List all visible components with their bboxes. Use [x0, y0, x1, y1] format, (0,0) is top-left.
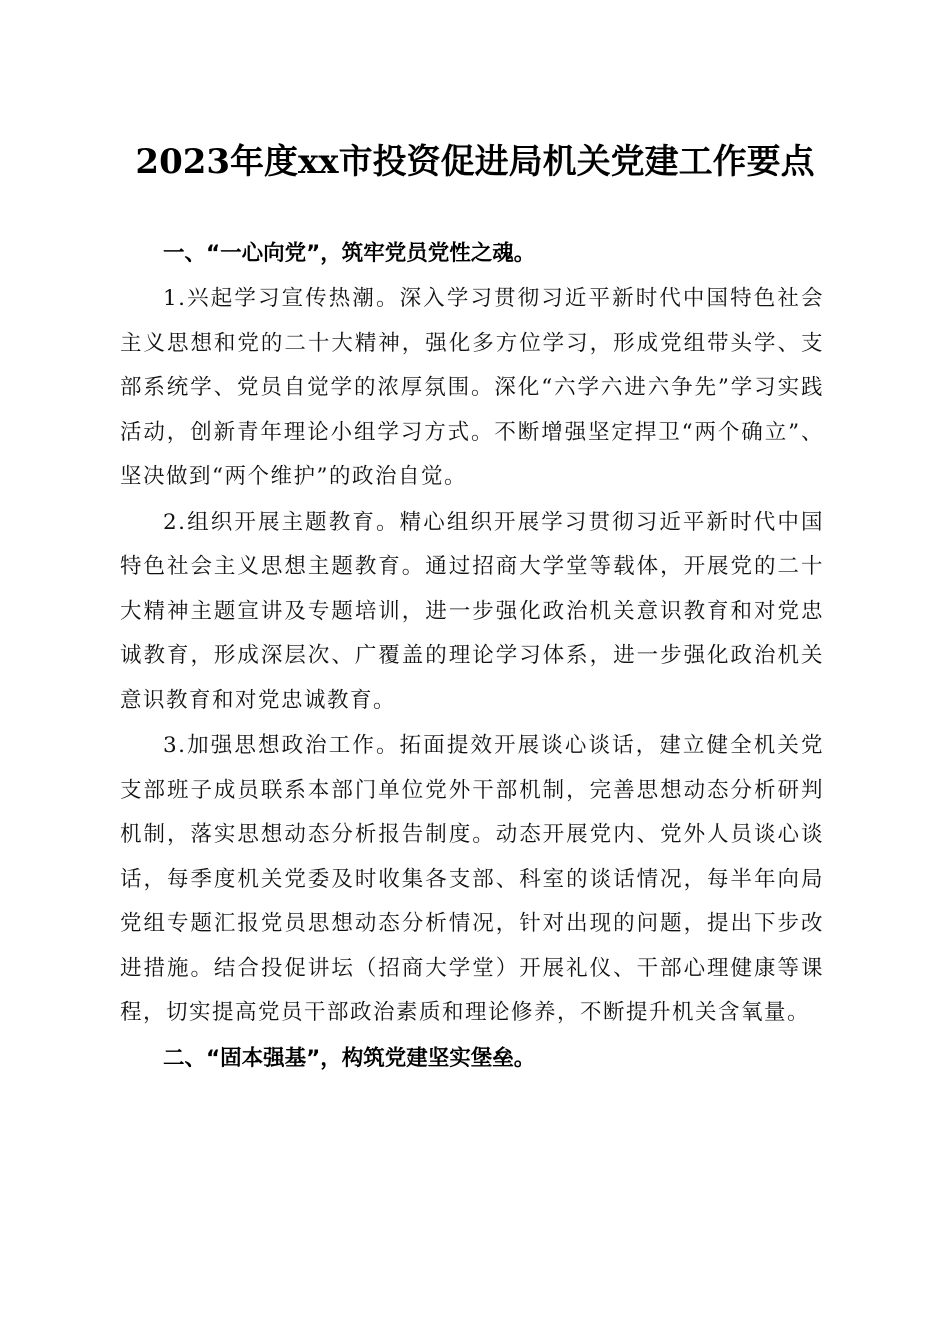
section-heading-2: 二、“固本强基”，构筑党建坚实堡垒。 — [163, 1045, 536, 1071]
document-title: 2023年度xx市投资促进局机关党建工作要点 — [135, 142, 815, 182]
document-body — [120, 232, 824, 1082]
section-heading-1: 一、“一心向党”，筑牢党员党性之魂。 — [163, 241, 536, 266]
paragraph-1-2: 2.组织开展主题教育。精心组织开展学习贯彻习近平新时代中国特色社会主义思想主题教育。通过招商大学堂等载体，开展党的二十大精神主题宣讲及专题培训，进一步强化政治机关意识教育和对党忠诚教育，形成深层次、广覆盖的理论学习体系，进一步强化政治机关意识教育和对党忠诚教育。 — [120, 509, 824, 713]
paragraph-1-1: 1.兴起学习宣传热潮。深入学习贯彻习近平新时代中国特色社会主义思想和党的二十大精神，强化多方位学习，形成党组带头学、支部系统学、党员自觉学的浓厚氛围。深化“六学六进六争先”学习实践活动，创新青年理论小组学习方式。不断增强坚定捍卫“两个确立”、坚决做到“两个维护”的政治自觉。 — [120, 286, 824, 489]
paragraph-1-3: 3.加强思想政治工作。拓面提效开展谈心谈话，建立健全机关党支部班子成员联系本部门单位党外干部机制，完善思想动态分析研判机制，落实思想动态分析报告制度。动态开展党内、党外人员谈心谈话，每季度机关党委及时收集各支部、科室的谈话情况，每半年向局党组专题汇报党员思想动态分析情况，针对出现的问题，提出下步改进措施。结合投促讲坛（招商大学堂）开展礼仪、干部心理健康等课程，切实提高党员干部政治素质和理论修养，不断提升机关含氧量。 — [120, 733, 824, 1025]
